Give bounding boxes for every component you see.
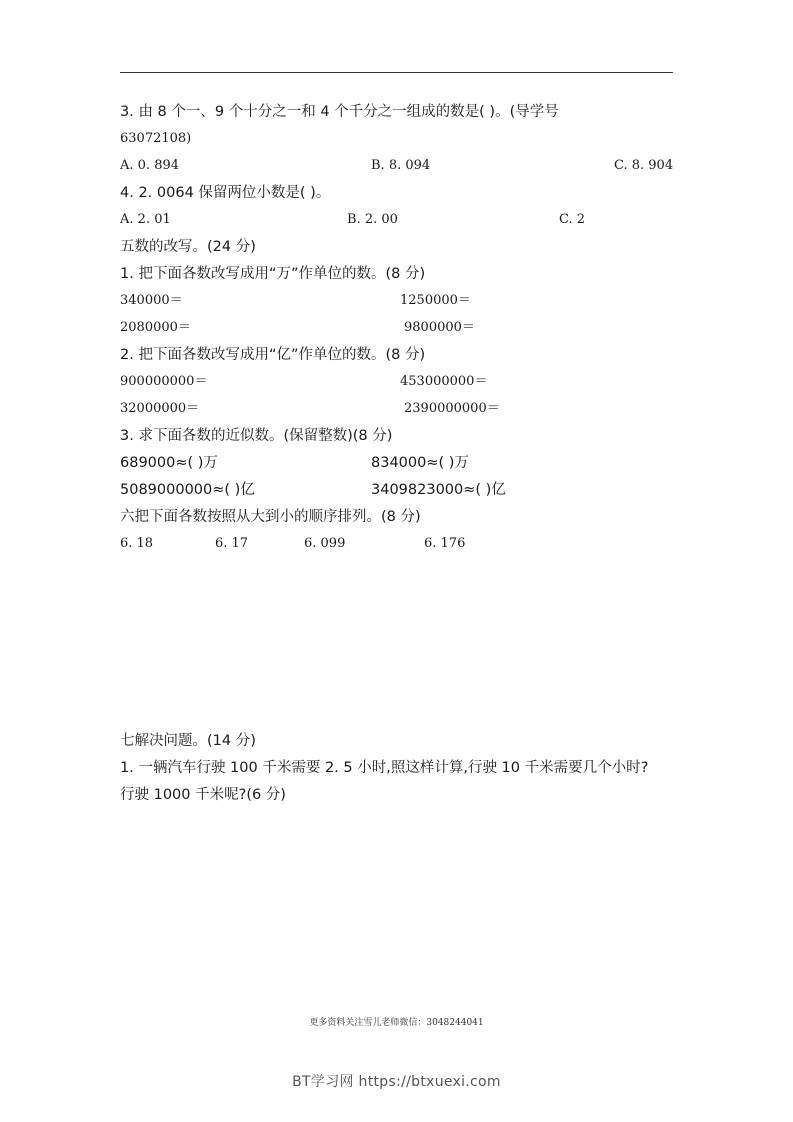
sec5-p2-stem: 2. 把下面各数改写成用“亿”作单位的数。(8 分) — [120, 347, 426, 363]
sec7-p1-line2: 行驶 1000 千米呢?(6 分) — [120, 787, 286, 803]
q4-option-c: C. 2 — [559, 212, 586, 227]
sec5-p3-item: 834000≈( )万 — [371, 455, 469, 471]
section-5-title: 五数的改写。(24 分) — [120, 239, 256, 255]
sec5-p3-item: 5089000000≈( )亿 — [120, 482, 255, 498]
sec5-p1-item: 340000＝ — [120, 293, 183, 308]
q3-option-c: C. 8. 904 — [614, 158, 674, 173]
sec5-p1-item: 1250000＝ — [400, 293, 471, 308]
sec6-number: 6. 176 — [424, 536, 466, 551]
section-6-title: 六把下面各数按照从大到小的顺序排列。(8 分) — [120, 509, 421, 525]
sec7-p1-line1: 1. 一辆汽车行驶 100 千米需要 2. 5 小时,照这样计算,行驶 10 千米需要几个小时? — [120, 760, 649, 776]
q4-stem: 4. 2. 0064 保留两位小数是( )。 — [120, 185, 331, 201]
q4-option-a: A. 2. 01 — [120, 212, 171, 227]
sec5-p3-item: 3409823000≈( )亿 — [371, 482, 506, 498]
sec6-number: 6. 099 — [304, 536, 346, 551]
q4-option-b: B. 2. 00 — [347, 212, 398, 227]
sec5-p2-item: 900000000＝ — [120, 374, 208, 389]
footer-note: 更多资料关注雪儿老师微信：3048244041 — [309, 1018, 484, 1028]
sec5-p1-item: 9800000＝ — [404, 320, 475, 335]
header-rule — [120, 72, 673, 73]
q3-stem: 3. 由 8 个一、9 个十分之一和 4 个千分之一组成的数是( )。(导学号 — [120, 104, 559, 120]
watermark-link[interactable]: BT学习网 https://btxuexi.com — [292, 1074, 501, 1090]
section-7-title: 七解决问题。(14 分) — [120, 733, 256, 749]
sec5-p1-item: 2080000＝ — [120, 320, 191, 335]
sec5-p3-item: 689000≈( )万 — [120, 455, 218, 471]
sec5-p1-stem: 1. 把下面各数改写成用“万”作单位的数。(8 分) — [120, 266, 426, 282]
q3-option-a: A. 0. 894 — [120, 158, 180, 173]
sec5-p2-item: 453000000＝ — [400, 374, 488, 389]
sec5-p2-item: 32000000＝ — [120, 401, 200, 416]
sec6-number: 6. 18 — [120, 536, 154, 551]
sec5-p3-stem: 3. 求下面各数的近似数。(保留整数)(8 分) — [120, 428, 393, 444]
q3-stem-cont: 63072108) — [120, 131, 192, 146]
sec6-number: 6. 17 — [215, 536, 249, 551]
sec5-p2-item: 2390000000＝ — [404, 401, 500, 416]
q3-option-b: B. 8. 094 — [371, 158, 431, 173]
